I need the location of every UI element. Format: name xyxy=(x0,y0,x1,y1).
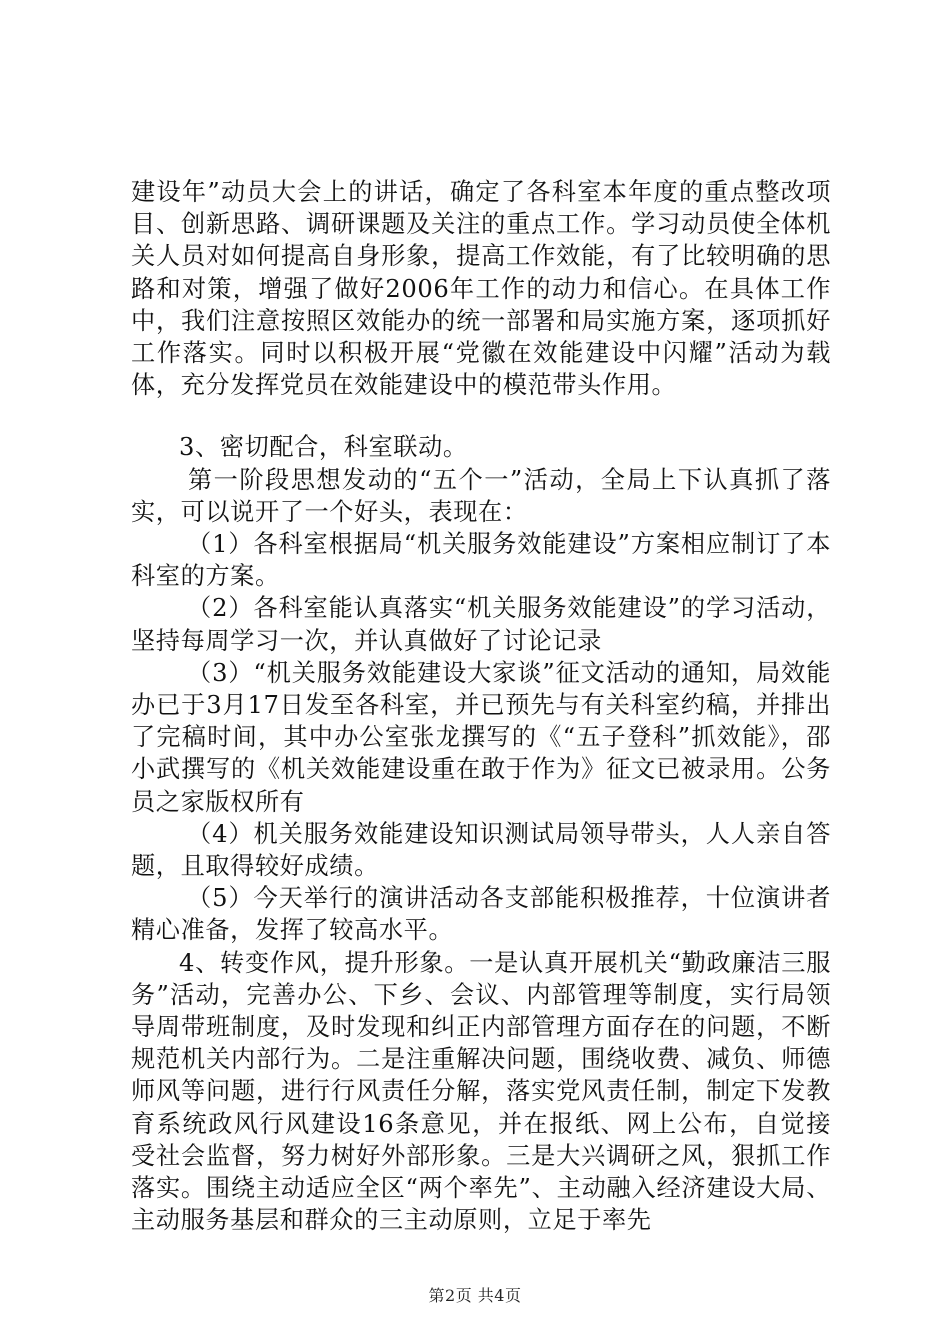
list-item-4: （4）机关服务效能建设知识测试局领导带头，人人亲自答题，且取得较好成绩。 xyxy=(131,819,831,881)
list-item-2: （2）各科室能认真落实“机关服务效能建设”的学习活动，坚持每周学习一次，并认真做好了讨论记录 xyxy=(131,594,831,655)
paragraph-spacer xyxy=(131,401,831,431)
section-4-paragraph: 4、转变作风，提升形象。一是认真开展机关“勤政廉洁三服务”活动，完善办公、下乡、会议、内部管理等制度，实行局领导周带班制度，及时发现和纠正内部管理方面存在的问题，不断规范机关内部行为。二是注重解决问题，围绕收费、减负、师德师风等问题，进行行风责任分解，落实党风责任制，制定下发教育系统政风行风建设16条意见，并在报纸、网上公布，自觉接受社会监督，努力树好外部形象。三是大兴调研之风，狠抓工作落实。围绕主动适应全区“两个率先”、主动融入经济建设大局、主动服务基层和群众的三主动原则，立足于率先 xyxy=(131,948,831,1235)
paragraph-first-stage: 第一阶段思想发动的“五个一”活动，全局上下认真抓了落实，可以说开了一个好头，表现在： xyxy=(131,465,831,526)
page-number-footer: 第2页 共4页 xyxy=(428,1286,522,1305)
document-body xyxy=(131,176,831,1237)
list-item-3: （3）“机关服务效能建设大家谈”征文活动的通知，局效能办已于3月17日发至各科室，并已预先与有关科室约稿，并排出了完稿时间，其中办公室张龙撰写的《“五子登科”抓效能》，邵小武撰写的《机关效能建设重在敢于作为》征文已被录用。公务员之家版权所有 xyxy=(131,658,831,816)
list-item-5: （5）今天举行的演讲活动各支部能积极推荐，十位演讲者精心准备，发挥了较高水平。 xyxy=(131,884,831,945)
section-heading-3: 3、密切配合，科室联动。 xyxy=(179,433,468,462)
paragraph-continuation: 建设年”动员大会上的讲话，确定了各科室本年度的重点整改项目、创新思路、调研课题及关注的重点工作。学习动员使全体机关人员对如何提高自身形象，提高工作效能，有了比较明确的思路和对策，增强了做好2006年工作的动力和信心。在具体工作中，我们注意按照区效能办的统一部署和局实施方案，逐项抓好工作落实。同时以积极开展“党徽在效能建设中闪耀”活动为载体，充分发挥党员在效能建设中的模范带头作用。 xyxy=(131,178,831,400)
list-item-1: （1）各科室根据局“机关服务效能建设”方案相应制订了本科室的方案。 xyxy=(131,530,831,591)
